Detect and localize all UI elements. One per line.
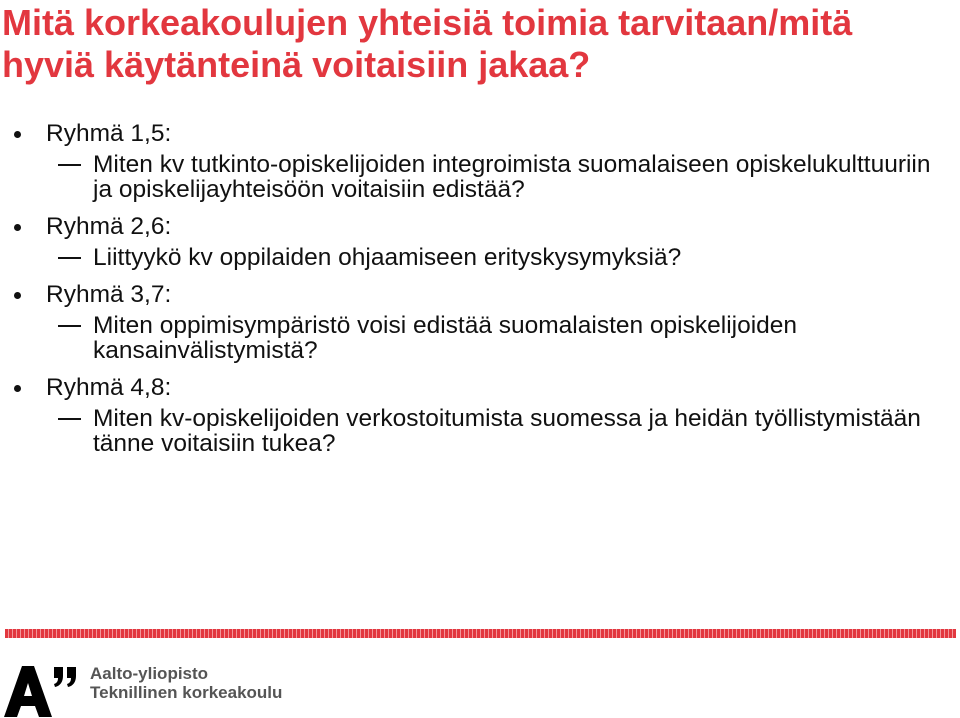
bullet-dot-icon <box>14 131 21 138</box>
group-item <box>0 372 950 456</box>
group-question <box>0 406 950 456</box>
bullet-dot-icon <box>14 292 21 299</box>
dash-icon <box>58 257 81 259</box>
dash-icon <box>58 325 81 327</box>
question-text: Liittyykö kv oppilaiden ohjaamiseen erityskysymyksiä? <box>93 244 682 271</box>
logo-wordmark <box>90 664 282 702</box>
group-item <box>0 211 950 270</box>
group-label: Ryhmä 4,8: <box>46 374 172 401</box>
group-label: Ryhmä 2,6: <box>46 213 172 240</box>
bullet-dot-icon <box>14 385 21 392</box>
question-text: Miten kv tutkinto-opiskelijoiden integroimista suomalaiseen opiskelukulttuuriin ja opiskelijayhteisöön voitaisiin edistää? <box>93 151 931 203</box>
group-question <box>0 313 950 363</box>
question-text: Miten kv-opiskelijoiden verkostoitumista suomessa ja heidän työllistymistään tänne voitaisiin tukea? <box>93 405 921 457</box>
logo-line-school: Teknillinen korkeakoulu <box>90 683 283 702</box>
question-text: Miten oppimisympäristö voisi edistää suomalaisten opiskelijoiden kansainvälistymistä? <box>93 312 798 364</box>
group-heading <box>0 118 950 150</box>
group-label: Ryhmä 1,5: <box>46 120 172 147</box>
dash-icon <box>58 164 81 166</box>
group-item <box>0 118 950 202</box>
group-heading <box>0 211 950 243</box>
group-item <box>0 279 950 363</box>
group-heading <box>0 372 950 404</box>
logo-line-university: Aalto-yliopisto <box>90 664 209 683</box>
group-question <box>0 245 950 270</box>
bullet-dot-icon <box>14 224 21 231</box>
aalto-logo-icon <box>4 665 80 717</box>
footer-divider-bar <box>5 629 956 638</box>
dash-icon <box>58 418 81 420</box>
group-question <box>0 152 950 202</box>
group-label: Ryhmä 3,7: <box>46 281 172 308</box>
group-heading <box>0 279 950 311</box>
bullet-list <box>0 118 950 456</box>
slide-title: Mitä korkeakoulujen yhteisiä toimia tarvitaan/mitä hyviä käytänteinä voitaisiin jakaa? <box>2 2 853 85</box>
